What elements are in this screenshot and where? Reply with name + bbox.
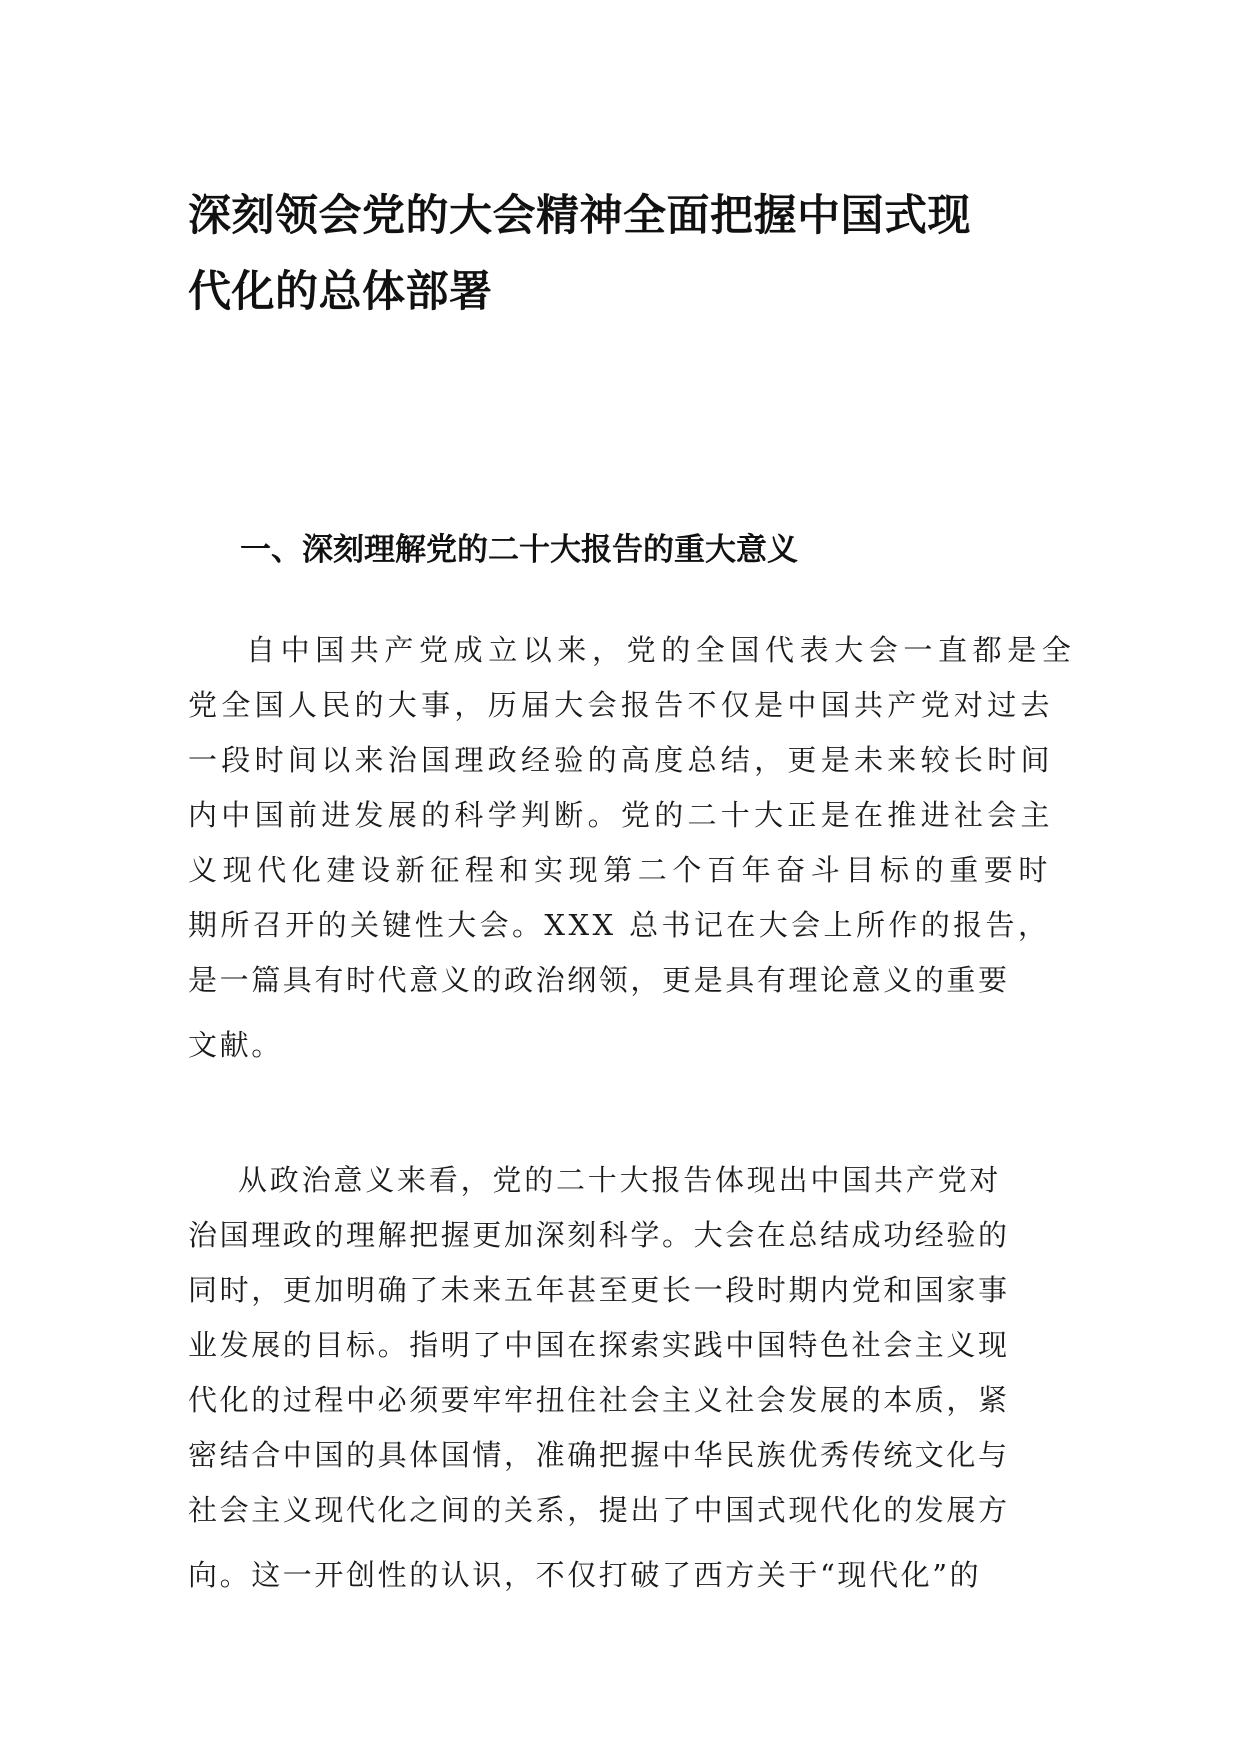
paragraph-line: 期所召开的关键性大会。XXX 总书记在大会上所作的报告， [188,908,1051,942]
title-line-1: 深刻领会党的大会精神全面把握中国式现 [188,191,971,241]
paragraph-line: 义现代化建设新征程和实现第二个百年奋斗目标的重要时 [188,853,1054,887]
title-line-2: 代化的总体部署 [188,267,493,317]
paragraph-line: 同时，更加明确了未来五年甚至更长一段时期内党和国家事 [188,1273,1010,1307]
paragraph-line: 密结合中国的具体国情，准确把握中华民族优秀传统文化与 [188,1438,1010,1472]
paragraph-line: 向。这一开创性的认识，不仅打破了西方关于“现代化”的 [188,1558,982,1592]
paragraph-line: 是一篇具有时代意义的政治纲领，更是具有理论意义的重要 [188,963,1010,997]
paragraph-line: 代化的过程中必须要牢牢扭住社会主义社会发展的本质，紧 [188,1383,1010,1417]
section-heading: 一、深刻理解党的二十大报告的重大意义 [240,532,798,568]
paragraph-line: 业发展的目标。指明了中国在探索实践中国特色社会主义现 [188,1328,1010,1362]
paragraph-line: 从政治意义来看，党的二十大报告体现出中国共产党对 [238,1163,1002,1197]
paragraph-line: 治国理政的理解把握更加深刻科学。大会在总结成功经验的 [188,1218,1010,1252]
paragraph-line: 内中国前进发展的科学判断。党的二十大正是在推进社会主 [188,798,1054,832]
paragraph-line: 自中国共产党成立以来，党的全国代表大会一直都是全 [246,633,1077,667]
paragraph-line: 文献。 [188,1028,283,1062]
paragraph-line: 社会主义现代化之间的关系，提出了中国式现代化的发展方 [188,1493,1010,1527]
paragraph-line: 党全国人民的大事，历届大会报告不仅是中国共产党对过去 [188,688,1054,722]
paragraph-line: 一段时间以来治国理政经验的高度总结，更是未来较长时间 [188,743,1054,777]
document-title [188,178,1068,330]
